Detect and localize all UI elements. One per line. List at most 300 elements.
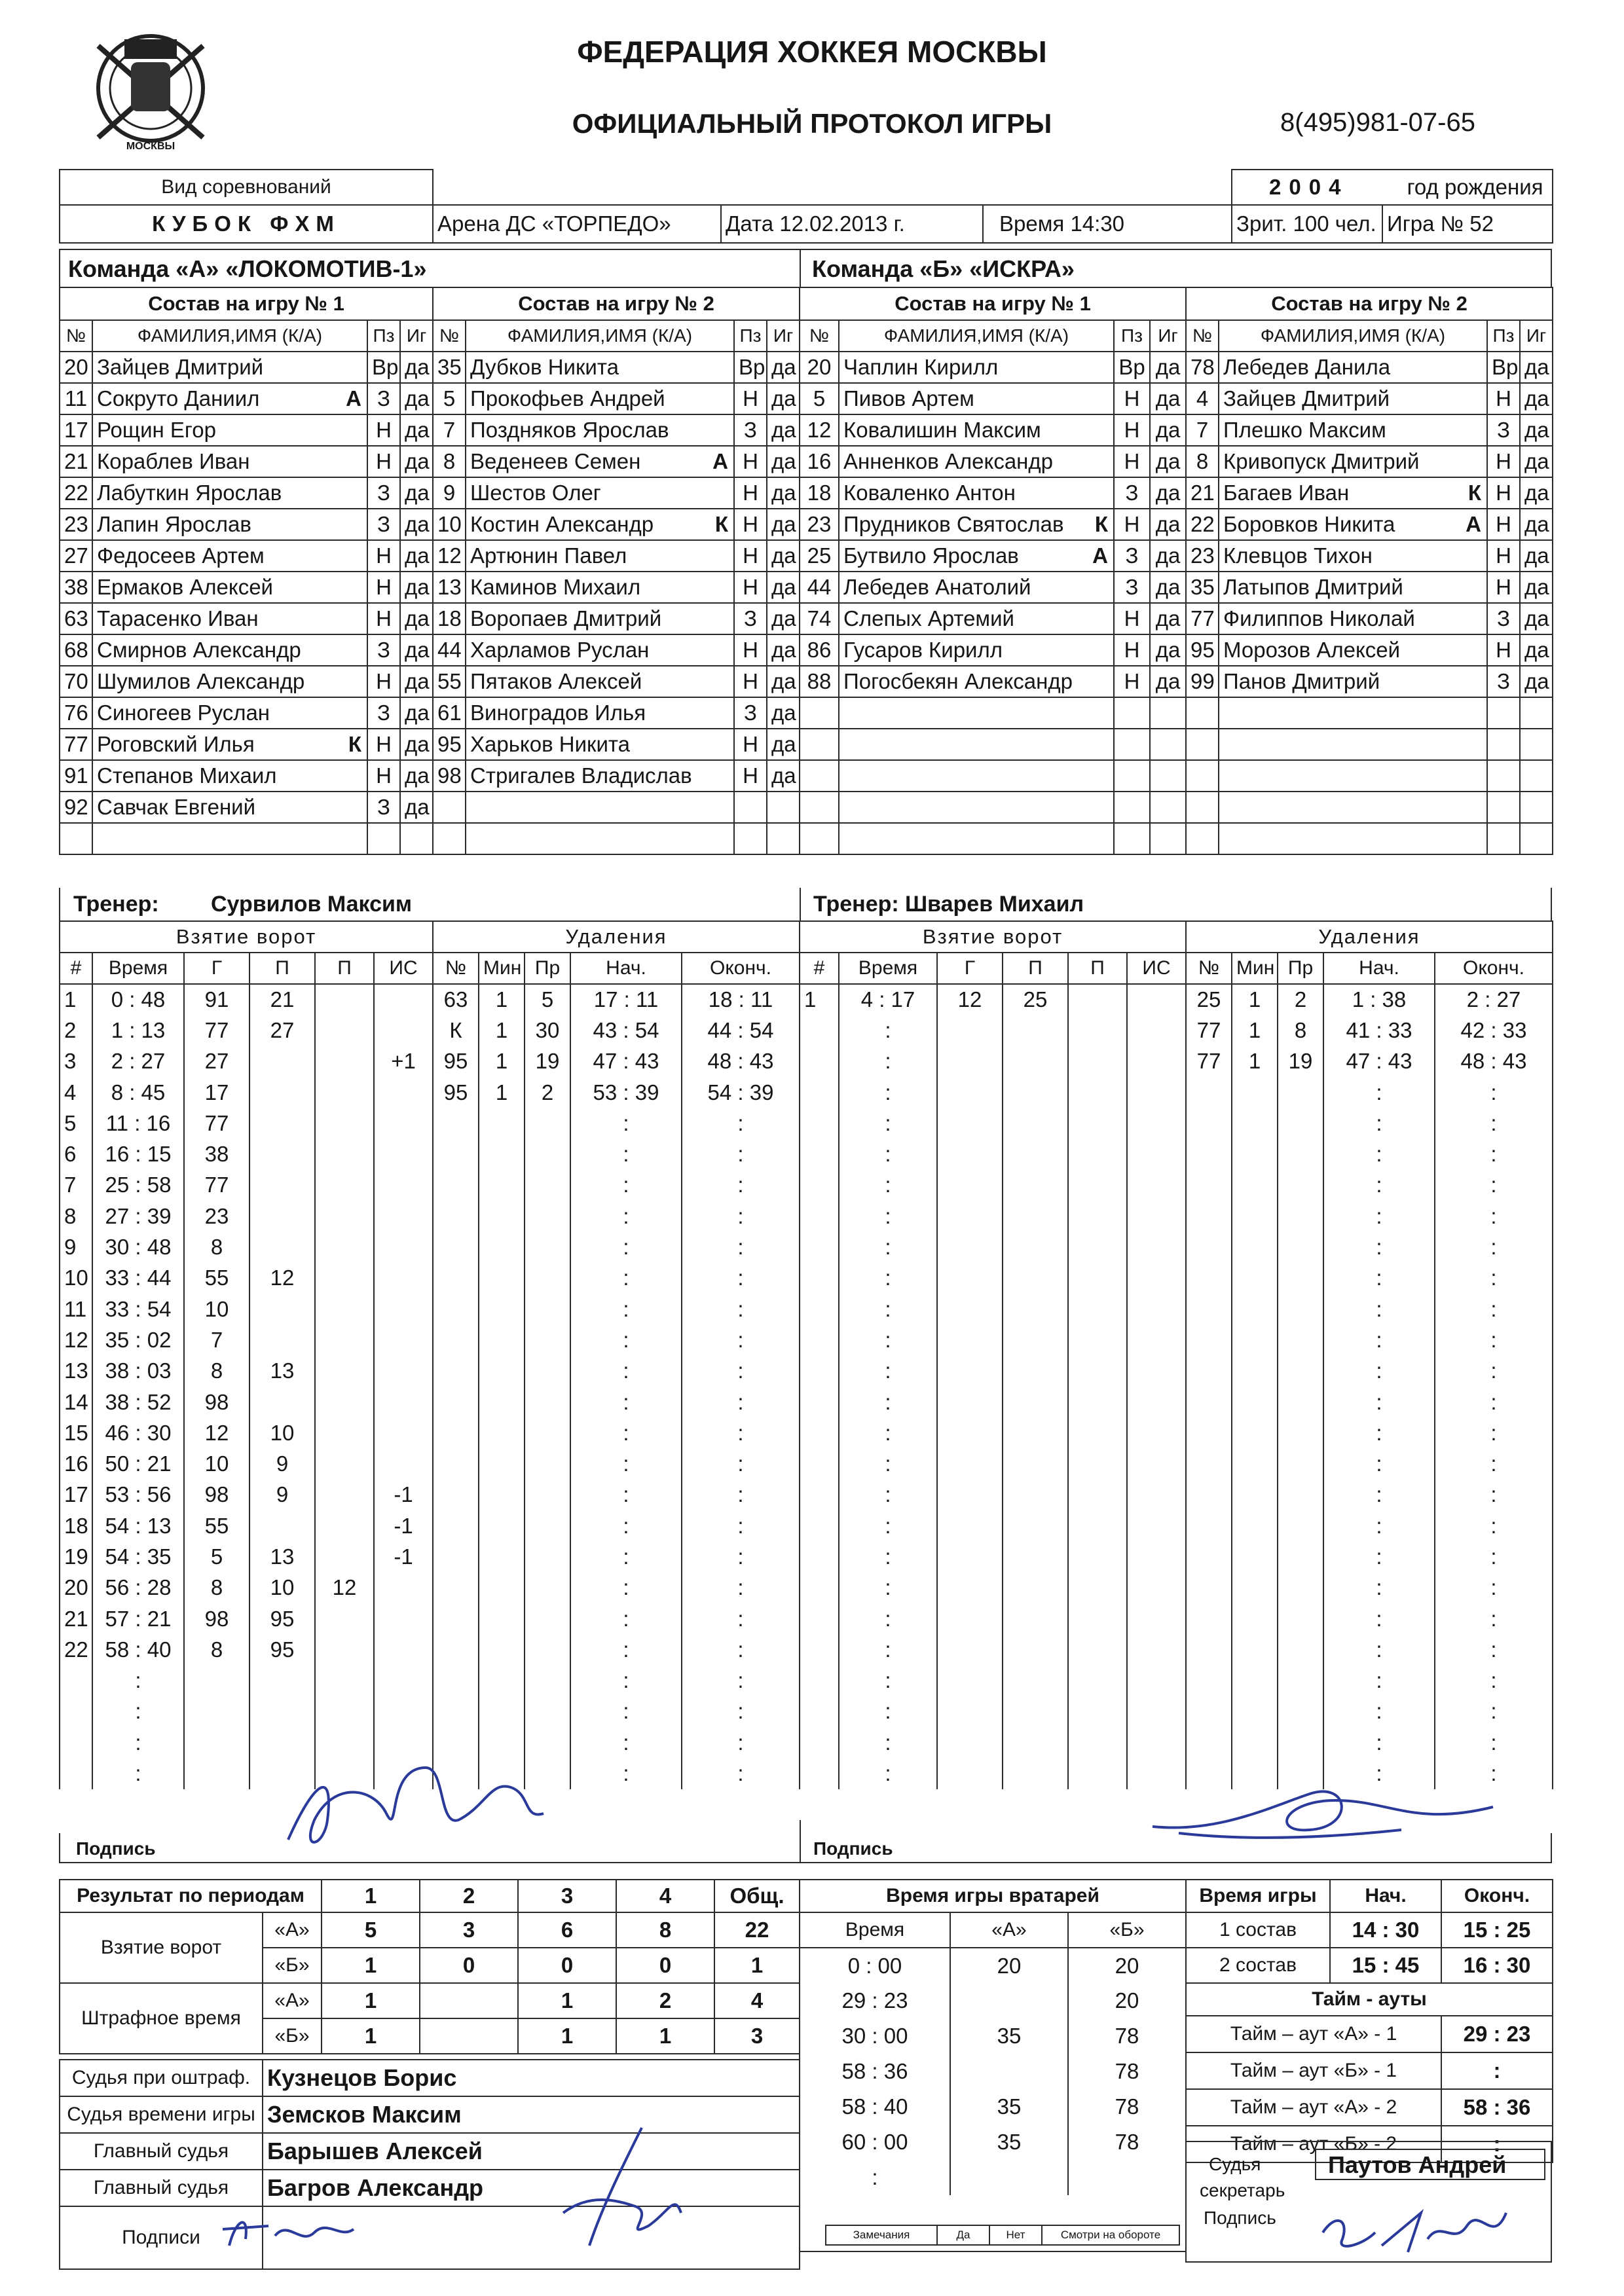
goalie-change-time: 58 : 40 (800, 2089, 950, 2124)
goal-assist-1: 95 (249, 1603, 315, 1634)
penalty-start: : (1323, 1510, 1435, 1541)
timeout-value: : (1441, 2126, 1553, 2162)
events-title: Удаления (433, 921, 800, 953)
penalty-start: : (1323, 1170, 1435, 1201)
roster-row (433, 477, 800, 509)
goals-table-a (59, 920, 434, 1789)
goal-assist-1 (1003, 1417, 1068, 1448)
penalty-start: : (570, 1603, 682, 1634)
events-col-header: # (800, 953, 839, 984)
event-row (800, 1758, 1186, 1789)
penalty-player (433, 1263, 479, 1294)
penalty-minutes: 1 (479, 984, 525, 1015)
player-number: 77 (1186, 603, 1219, 634)
player-number: 22 (60, 477, 92, 509)
player-position (734, 823, 767, 854)
goal-strength (1127, 1294, 1186, 1324)
penalty-minutes (1232, 1170, 1278, 1201)
event-row (433, 1666, 800, 1696)
official-role: Главный судья (60, 2170, 263, 2206)
player-name: Тарасенко Иван (97, 606, 259, 630)
penalty-minutes (479, 1263, 525, 1294)
coach-a-signature (275, 1741, 550, 1866)
goal-assist-2 (1068, 1324, 1127, 1355)
player-number: 63 (60, 603, 92, 634)
goal-strength (1127, 1634, 1186, 1665)
penalty-player (1186, 1231, 1232, 1262)
goal-strength (1127, 1448, 1186, 1479)
goal-assist-2 (315, 1510, 374, 1541)
goal-number: 8 (60, 1201, 92, 1231)
goal-time: 35 : 02 (92, 1324, 184, 1355)
penalty-end: : (682, 1448, 800, 1479)
goal-time: 2 : 27 (92, 1046, 184, 1077)
period-total-header: Общ. (714, 1880, 800, 1912)
player-number: 74 (800, 603, 839, 634)
event-row (433, 1015, 800, 1046)
penalty-start: : (1323, 1727, 1435, 1758)
goal-number (800, 1139, 839, 1169)
event-row (1186, 1573, 1553, 1603)
player-name-cell (92, 760, 367, 792)
goalie-b-number: 20 (1068, 1948, 1186, 1983)
goal-time: 50 : 21 (92, 1448, 184, 1479)
goal-strength (1127, 1727, 1186, 1758)
roster-row (1186, 603, 1553, 634)
penalty-minutes (1232, 1263, 1278, 1294)
penalty-start: 47 : 43 (570, 1046, 682, 1077)
events-title: Удаления (1186, 921, 1553, 953)
event-row (60, 1108, 433, 1139)
player-number: 44 (433, 634, 466, 666)
penalty-player (1186, 1696, 1232, 1727)
penalty-minutes (1232, 1480, 1278, 1510)
penalty-start: : (570, 1231, 682, 1262)
player-played: да (1520, 666, 1553, 697)
player-position: Н (734, 572, 767, 603)
events-col-header: Время (92, 953, 184, 984)
secretary-label-3: Подпись (1204, 2208, 1276, 2228)
player-name: Дубков Никита (470, 355, 619, 379)
player-number: 18 (433, 603, 466, 634)
goal-scorer: 98 (184, 1387, 249, 1417)
notes-label: Замечания (826, 2225, 937, 2245)
player-number (800, 697, 839, 729)
player-role: К (1467, 481, 1481, 505)
goal-time: 58 : 40 (92, 1634, 184, 1665)
player-played (1520, 729, 1553, 760)
event-row (1186, 1480, 1553, 1510)
goal-strength (1127, 1139, 1186, 1169)
goal-scorer (937, 1666, 1003, 1696)
birth-year-cell (1232, 170, 1553, 205)
player-name-cell (1219, 446, 1487, 477)
event-row (1186, 1108, 1553, 1139)
penalty-end: : (1435, 1510, 1553, 1541)
period-3-header: 3 (518, 1880, 616, 1912)
goals-b-total: 1 (714, 1948, 800, 1983)
penalty-start: : (570, 1263, 682, 1294)
roster-row (800, 729, 1186, 760)
player-played (1520, 760, 1553, 792)
penalty-end: : (1435, 1417, 1553, 1448)
player-name-cell (1219, 352, 1487, 383)
roster-row (433, 634, 800, 666)
player-number: 78 (1186, 352, 1219, 383)
player-number (1186, 792, 1219, 823)
team-title-row (59, 249, 1552, 287)
goalie-b-number: 78 (1068, 2124, 1186, 2160)
penalty-start: : (1323, 1139, 1435, 1169)
event-row (60, 1201, 433, 1231)
goal-scorer (937, 1696, 1003, 1727)
event-row (800, 1077, 1186, 1108)
penalty-minutes (1232, 1541, 1278, 1572)
goal-scorer: 8 (184, 1231, 249, 1262)
logo-text: МОСКВЫ (126, 141, 175, 152)
penalty-start: : (570, 1696, 682, 1727)
goal-scorer (937, 1510, 1003, 1541)
events-title: Взятие ворот (60, 921, 433, 953)
player-name: Веденеев Семен (470, 449, 641, 473)
penalty-minutes: 1 (1232, 1046, 1278, 1077)
goal-strength (374, 1634, 433, 1665)
game-time-end: 15 : 25 (1441, 1912, 1553, 1948)
game-time-row-label: 2 состав (1186, 1948, 1330, 1983)
player-name-cell (92, 823, 367, 854)
player-number: 55 (433, 666, 466, 697)
player-name-cell (839, 572, 1114, 603)
event-row (1186, 1356, 1553, 1387)
goal-time: : (839, 1170, 937, 1201)
event-row (800, 1480, 1186, 1510)
goal-assist-1: 13 (249, 1541, 315, 1572)
penalty-start: : (570, 1387, 682, 1417)
penalty-end: : (682, 1634, 800, 1665)
goal-number (800, 1108, 839, 1139)
period-2-header: 2 (420, 1880, 518, 1912)
event-row (1186, 1696, 1553, 1727)
player-played (1150, 760, 1186, 792)
goal-assist-2 (315, 1201, 374, 1231)
birth-year: 2004 (1269, 175, 1349, 199)
events-col-header: Г (937, 953, 1003, 984)
goal-scorer: 55 (184, 1263, 249, 1294)
goal-strength (1127, 1231, 1186, 1262)
penalty-reason (1278, 1324, 1323, 1355)
penalty-reason: 8 (1278, 1015, 1323, 1046)
player-played: да (767, 383, 800, 414)
event-row (60, 1448, 433, 1479)
goal-number: 18 (60, 1510, 92, 1541)
penalty-end: : (682, 1324, 800, 1355)
goal-strength (374, 1696, 433, 1727)
player-position: Н (734, 477, 767, 509)
goal-number (800, 1758, 839, 1789)
penalty-start: : (1323, 1356, 1435, 1387)
roster-row (1186, 509, 1553, 540)
penalty-end: : (1435, 1758, 1553, 1789)
player-position: Н (1114, 603, 1150, 634)
player-number: 92 (60, 792, 92, 823)
player-position: З (367, 697, 400, 729)
penalty-start: : (1323, 1417, 1435, 1448)
penalty-start: : (1323, 1696, 1435, 1727)
penalty-end: : (682, 1603, 800, 1634)
goalie-row (800, 2160, 1186, 2195)
goal-assist-1 (1003, 1015, 1068, 1046)
goal-number (800, 1417, 839, 1448)
penalty-minutes (479, 1603, 525, 1634)
roster-row (1186, 414, 1553, 446)
goalies-title: Время игры вратарей (800, 1880, 1186, 1912)
roster-row (800, 792, 1186, 823)
event-row (1186, 1541, 1553, 1572)
goal-strength: +1 (374, 1046, 433, 1077)
player-position: З (367, 509, 400, 540)
goal-number: 21 (60, 1603, 92, 1634)
goal-scorer: 10 (184, 1448, 249, 1479)
player-name-cell (839, 509, 1114, 540)
player-name-cell (1219, 383, 1487, 414)
roster-row (433, 540, 800, 572)
event-row (800, 1387, 1186, 1417)
penalty-player (1186, 1387, 1232, 1417)
goal-assist-1 (1003, 1324, 1068, 1355)
notes-yes[interactable]: Да (937, 2225, 989, 2245)
game-time-col-start: Нач. (1330, 1880, 1441, 1912)
event-row (60, 984, 433, 1015)
player-name: Кривопуск Дмитрий (1223, 449, 1420, 473)
goal-scorer (937, 1541, 1003, 1572)
goal-scorer (937, 1231, 1003, 1262)
event-row (1186, 1231, 1553, 1262)
goal-scorer (937, 1634, 1003, 1665)
penalty-player (433, 1541, 479, 1572)
penalty-reason (525, 1448, 570, 1479)
goalie-a-number: 35 (950, 2018, 1068, 2054)
roster-table-a1 (59, 287, 434, 855)
player-name: Воропаев Дмитрий (470, 606, 662, 630)
penalty-start: : (570, 1727, 682, 1758)
player-name-cell (92, 414, 367, 446)
goals-a-p1: 5 (322, 1912, 420, 1948)
player-name-cell (92, 666, 367, 697)
penalty-end: 48 : 43 (682, 1046, 800, 1077)
goal-time: : (839, 1573, 937, 1603)
player-position: Вр (734, 352, 767, 383)
penalty-end: : (1435, 1139, 1553, 1169)
player-number (800, 729, 839, 760)
arena: Арена ДС «ТОРПЕДО» (433, 205, 721, 243)
player-position: Н (1487, 383, 1520, 414)
player-played: да (1520, 572, 1553, 603)
player-name: Ковалишин Максим (843, 418, 1041, 442)
penalty-minutes (1232, 1448, 1278, 1479)
player-position: З (367, 477, 400, 509)
pen-b-p1: 1 (322, 2018, 420, 2054)
goal-time: 4 : 17 (839, 984, 937, 1015)
player-name-cell (92, 792, 367, 823)
player-position (1487, 760, 1520, 792)
penalty-start: : (570, 1758, 682, 1789)
goal-assist-1: 25 (1003, 984, 1068, 1015)
penalty-minutes: 1 (479, 1077, 525, 1108)
player-played (767, 792, 800, 823)
goal-assist-1 (1003, 1727, 1068, 1758)
penalty-player (433, 1634, 479, 1665)
penalty-minutes (1232, 1573, 1278, 1603)
goalie-a-number (950, 2054, 1068, 2089)
event-row (800, 1356, 1186, 1387)
player-played: да (400, 446, 433, 477)
penalty-end: : (1435, 1634, 1553, 1665)
goal-strength (1127, 1108, 1186, 1139)
penalty-start: : (1323, 1448, 1435, 1479)
roster-col-position: Пз (1487, 320, 1520, 352)
event-row (433, 1294, 800, 1324)
player-position (1487, 697, 1520, 729)
goalie-row (800, 1948, 1186, 1983)
player-position: Н (367, 666, 400, 697)
goal-number: 7 (60, 1170, 92, 1201)
penalty-start: : (1323, 1294, 1435, 1324)
player-name-cell (1219, 729, 1487, 760)
player-number: 7 (1186, 414, 1219, 446)
penalty-minutes (479, 1634, 525, 1665)
roster-row (800, 634, 1186, 666)
penalty-minutes (1232, 1201, 1278, 1231)
penalty-player (433, 1480, 479, 1510)
event-row (800, 1263, 1186, 1294)
roster-row (800, 477, 1186, 509)
player-position: Н (734, 540, 767, 572)
goal-assist-2 (1068, 1077, 1127, 1108)
goal-number (800, 1077, 839, 1108)
goal-assist-1 (1003, 1139, 1068, 1169)
goalies-col-b: «Б» (1068, 1912, 1186, 1948)
penalty-minutes (1232, 1387, 1278, 1417)
event-row (1186, 1170, 1553, 1201)
penalty-start: : (570, 1634, 682, 1665)
player-played (1520, 823, 1553, 854)
goal-time: : (839, 1634, 937, 1665)
coach-b-label: Тренер: (813, 892, 899, 917)
notes-no[interactable]: Нет (989, 2225, 1042, 2245)
penalty-reason (525, 1108, 570, 1139)
goal-assist-1 (1003, 1077, 1068, 1108)
roster-row (433, 603, 800, 634)
goal-assist-2 (1068, 1387, 1127, 1417)
penalty-reason (1278, 1727, 1323, 1758)
goal-assist-1 (1003, 1448, 1068, 1479)
goal-number: 12 (60, 1324, 92, 1355)
goal-scorer (937, 1294, 1003, 1324)
events-col-header: П (1003, 953, 1068, 984)
player-position: Вр (1114, 352, 1150, 383)
player-name-cell (839, 603, 1114, 634)
goal-number (800, 1170, 839, 1201)
player-number (60, 823, 92, 854)
event-row (800, 1666, 1186, 1696)
penalty-start: : (1323, 1666, 1435, 1696)
penalty-reason (525, 1139, 570, 1169)
event-row (60, 1046, 433, 1077)
player-position: З (1487, 414, 1520, 446)
penalty-end: : (682, 1294, 800, 1324)
player-role: А (1092, 543, 1108, 568)
events-col-header: Г (184, 953, 249, 984)
penalty-start: : (570, 1480, 682, 1510)
penalty-reason (1278, 1541, 1323, 1572)
team-b-tag: «Б» (263, 1948, 322, 1983)
penalty-player (1186, 1356, 1232, 1387)
player-number (1186, 760, 1219, 792)
player-played: да (767, 540, 800, 572)
penalty-start: 53 : 39 (570, 1077, 682, 1108)
event-row (1186, 1510, 1553, 1541)
official-role: Судья времени игры (60, 2096, 263, 2133)
player-role: К (1094, 512, 1108, 536)
player-name-cell (466, 823, 734, 854)
player-number: 68 (60, 634, 92, 666)
penalty-reason: 2 (525, 1077, 570, 1108)
player-played: да (1150, 572, 1186, 603)
penalty-end: : (682, 1170, 800, 1201)
goal-strength (374, 1603, 433, 1634)
penalty-minutes (1232, 1510, 1278, 1541)
player-position: Вр (367, 352, 400, 383)
goal-number (800, 1573, 839, 1603)
goal-time: 38 : 03 (92, 1356, 184, 1387)
player-position: З (367, 383, 400, 414)
event-row (60, 1541, 433, 1572)
goal-time: : (839, 1541, 937, 1572)
event-row (800, 1603, 1186, 1634)
game-time-table (1185, 1879, 1553, 2163)
events-col-header: Нач. (1323, 953, 1435, 984)
roster-title: Состав на игру № 2 (1186, 287, 1553, 320)
official-name: Барышев Алексей (263, 2133, 800, 2170)
player-name: Прудников Святослав (843, 512, 1064, 536)
penalty-reason (1278, 1634, 1323, 1665)
player-name-cell (92, 477, 367, 509)
goal-strength (1127, 1387, 1186, 1417)
roster-row (433, 383, 800, 414)
penalty-player (1186, 1077, 1232, 1108)
penalty-player (1186, 1480, 1232, 1510)
player-number: 18 (800, 477, 839, 509)
goal-number (800, 1263, 839, 1294)
goal-time: : (839, 1294, 937, 1324)
penalty-player (1186, 1201, 1232, 1231)
goal-assist-2 (315, 1603, 374, 1634)
player-name: Чаплин Кирилл (843, 355, 999, 379)
events-col-header: # (60, 953, 92, 984)
player-number: 23 (60, 509, 92, 540)
roster-row (1186, 540, 1553, 572)
player-number: 22 (1186, 509, 1219, 540)
roster-col-name: ФАМИЛИЯ,ИМЯ (К/А) (92, 320, 367, 352)
goal-assist-1: 9 (249, 1448, 315, 1479)
roster-row (433, 666, 800, 697)
player-name: Лебедев Данила (1223, 355, 1391, 379)
player-number (1186, 729, 1219, 760)
timeout-value: 58 : 36 (1441, 2089, 1553, 2126)
player-played: да (767, 446, 800, 477)
goal-scorer (937, 1573, 1003, 1603)
player-name: Харламов Руслан (470, 638, 650, 662)
